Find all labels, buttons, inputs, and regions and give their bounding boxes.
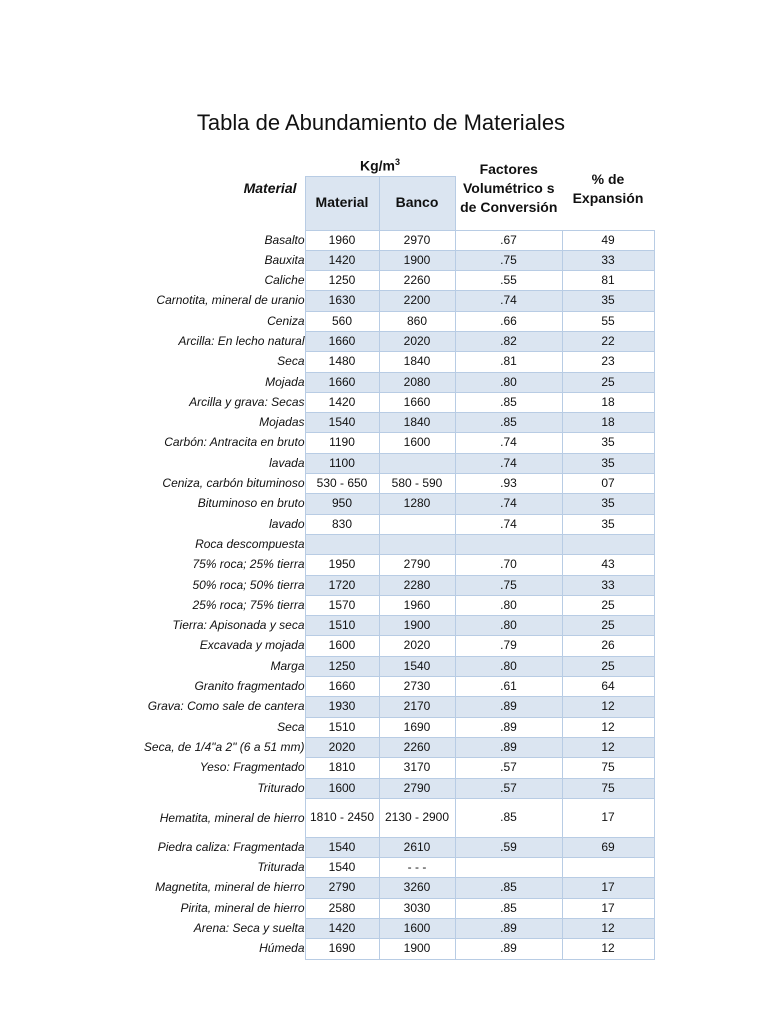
expansion-cell: 69 bbox=[562, 837, 654, 857]
material-value-cell: 1960 bbox=[305, 230, 379, 250]
banco-value-cell: 2200 bbox=[379, 291, 455, 311]
expansion-cell: 75 bbox=[562, 758, 654, 778]
material-value-cell: 1720 bbox=[305, 575, 379, 595]
table-row bbox=[127, 291, 654, 311]
factor-cell: .80 bbox=[455, 656, 562, 676]
expansion-cell: 17 bbox=[562, 798, 654, 837]
table-row bbox=[127, 697, 654, 717]
banco-value-cell: 2020 bbox=[379, 331, 455, 351]
materials-table bbox=[127, 148, 655, 960]
table-row bbox=[127, 778, 654, 798]
table-row bbox=[127, 758, 654, 778]
material-name-cell: Magnetita, mineral de hierro bbox=[155, 880, 305, 895]
material-name-cell: lavado bbox=[269, 516, 305, 531]
banco-value-cell: 2970 bbox=[379, 230, 455, 250]
material-name-cell: Excavada y mojada bbox=[199, 638, 305, 653]
factor-cell: .89 bbox=[455, 939, 562, 959]
expansion-cell: 33 bbox=[562, 575, 654, 595]
banco-value-cell: 1960 bbox=[379, 595, 455, 615]
material-value-cell: 1420 bbox=[305, 392, 379, 412]
expansion-cell: 25 bbox=[562, 656, 654, 676]
expansion-cell: 18 bbox=[562, 413, 654, 433]
factor-cell: .57 bbox=[455, 778, 562, 798]
material-name-cell: Seca bbox=[277, 719, 305, 734]
banco-value-cell bbox=[379, 534, 455, 554]
material-name-cell: Piedra caliza: Fragmentada bbox=[157, 839, 305, 854]
material-value-cell: 1810 - 2450 bbox=[305, 798, 379, 837]
material-value-cell: 530 - 650 bbox=[305, 474, 379, 494]
banco-value-cell: 860 bbox=[379, 311, 455, 331]
expansion-cell: 55 bbox=[562, 311, 654, 331]
banco-value-cell: 2170 bbox=[379, 697, 455, 717]
table-row bbox=[127, 677, 654, 697]
factor-cell: .74 bbox=[455, 514, 562, 534]
material-name-cell: 25% roca; 75% tierra bbox=[192, 597, 305, 612]
factor-cell bbox=[455, 534, 562, 554]
table-row bbox=[127, 798, 654, 837]
material-name-cell: Triturada bbox=[257, 860, 305, 875]
table-row bbox=[127, 311, 654, 331]
material-value-cell: 1420 bbox=[305, 919, 379, 939]
material-value-cell: 1420 bbox=[305, 250, 379, 270]
banco-value-cell: - - - bbox=[379, 858, 455, 878]
material-value-cell: 1810 bbox=[305, 758, 379, 778]
material-name-cell: Ceniza bbox=[267, 313, 305, 328]
material-value-cell: 2790 bbox=[305, 878, 379, 898]
expansion-cell: 33 bbox=[562, 250, 654, 270]
table-row bbox=[127, 575, 654, 595]
material-value-cell: 1660 bbox=[305, 677, 379, 697]
material-value-cell: 1930 bbox=[305, 697, 379, 717]
material-value-cell: 1600 bbox=[305, 778, 379, 798]
material-name-cell: Seca, de 1/4"a 2" (6 a 51 mm) bbox=[143, 739, 305, 754]
material-name-cell: Mojada bbox=[265, 374, 305, 389]
banco-value-cell: 1600 bbox=[379, 919, 455, 939]
expansion-cell: 17 bbox=[562, 898, 654, 918]
factor-cell: .89 bbox=[455, 697, 562, 717]
factor-cell: .66 bbox=[455, 311, 562, 331]
expansion-cell: 23 bbox=[562, 352, 654, 372]
table-row bbox=[127, 230, 654, 250]
banco-value-cell: 1840 bbox=[379, 352, 455, 372]
material-name-cell: Carnotita, mineral de uranio bbox=[156, 293, 305, 308]
expansion-cell: 35 bbox=[562, 291, 654, 311]
expansion-cell: 35 bbox=[562, 453, 654, 473]
banco-value-cell: 3030 bbox=[379, 898, 455, 918]
banco-value-cell: 2790 bbox=[379, 778, 455, 798]
table-row bbox=[127, 433, 654, 453]
material-name-cell: Triturado bbox=[257, 780, 305, 795]
table-row bbox=[127, 555, 654, 575]
table-row bbox=[127, 737, 654, 757]
table-row bbox=[127, 939, 654, 959]
factor-cell: .57 bbox=[455, 758, 562, 778]
factor-cell: .67 bbox=[455, 230, 562, 250]
factor-cell: .85 bbox=[455, 413, 562, 433]
material-name-cell: Carbón: Antracita en bruto bbox=[164, 435, 305, 450]
expansion-cell: 64 bbox=[562, 677, 654, 697]
banco-value-cell: 2260 bbox=[379, 271, 455, 291]
material-name-cell: Húmeda bbox=[259, 941, 305, 956]
material-value-cell: 1540 bbox=[305, 858, 379, 878]
header-col-banco: Banco bbox=[379, 176, 455, 230]
banco-value-cell: 2080 bbox=[379, 372, 455, 392]
factor-cell: .85 bbox=[455, 878, 562, 898]
table-row bbox=[127, 656, 654, 676]
expansion-cell: 43 bbox=[562, 555, 654, 575]
table-row bbox=[127, 474, 654, 494]
material-name-cell: Hematita, mineral de hierro bbox=[159, 810, 305, 825]
banco-value-cell bbox=[379, 453, 455, 473]
banco-value-cell: 2260 bbox=[379, 737, 455, 757]
expansion-cell: 12 bbox=[562, 717, 654, 737]
material-value-cell: 1480 bbox=[305, 352, 379, 372]
banco-value-cell: 1660 bbox=[379, 392, 455, 412]
banco-value-cell: 1280 bbox=[379, 494, 455, 514]
factor-cell: .59 bbox=[455, 837, 562, 857]
banco-value-cell: 2790 bbox=[379, 555, 455, 575]
table-row bbox=[127, 413, 654, 433]
expansion-cell: 22 bbox=[562, 331, 654, 351]
material-name-cell: Tierra: Apisonada y seca bbox=[172, 618, 305, 633]
material-name-cell: Bituminoso en bruto bbox=[197, 496, 305, 511]
material-value-cell: 1250 bbox=[305, 656, 379, 676]
factor-cell: .93 bbox=[455, 474, 562, 494]
factor-cell: .89 bbox=[455, 919, 562, 939]
material-name-cell: Arcilla y grava: Secas bbox=[189, 394, 305, 409]
factor-cell: .74 bbox=[455, 291, 562, 311]
material-value-cell: 1950 bbox=[305, 555, 379, 575]
factor-cell: .79 bbox=[455, 636, 562, 656]
expansion-cell: 35 bbox=[562, 494, 654, 514]
factor-cell: .82 bbox=[455, 331, 562, 351]
factor-cell: .61 bbox=[455, 677, 562, 697]
material-value-cell: 1190 bbox=[305, 433, 379, 453]
expansion-cell: 12 bbox=[562, 737, 654, 757]
material-name-cell: Arcilla: En lecho natural bbox=[178, 333, 305, 348]
factor-cell: .80 bbox=[455, 616, 562, 636]
material-value-cell: 1510 bbox=[305, 616, 379, 636]
expansion-cell: 81 bbox=[562, 271, 654, 291]
material-value-cell: 1660 bbox=[305, 331, 379, 351]
material-name-cell: Yeso: Fragmentado bbox=[199, 760, 305, 775]
expansion-cell: 35 bbox=[562, 433, 654, 453]
table-row bbox=[127, 514, 654, 534]
material-value-cell: 1100 bbox=[305, 453, 379, 473]
factor-cell: .85 bbox=[455, 392, 562, 412]
material-name-cell: Bauxita bbox=[264, 252, 305, 267]
expansion-cell: 12 bbox=[562, 939, 654, 959]
material-name-cell: 75% roca; 25% tierra bbox=[192, 557, 305, 572]
banco-value-cell: 1600 bbox=[379, 433, 455, 453]
factor-cell bbox=[455, 858, 562, 878]
banco-value-cell: 2280 bbox=[379, 575, 455, 595]
expansion-cell: 35 bbox=[562, 514, 654, 534]
table-row bbox=[127, 331, 654, 351]
factor-cell: .74 bbox=[455, 453, 562, 473]
material-name-cell: Granito fragmentado bbox=[194, 679, 305, 694]
factor-cell: .89 bbox=[455, 717, 562, 737]
expansion-cell: 49 bbox=[562, 230, 654, 250]
material-name-cell: Caliche bbox=[264, 273, 305, 288]
material-value-cell: 1510 bbox=[305, 717, 379, 737]
expansion-cell: 25 bbox=[562, 595, 654, 615]
page-title: Tabla de Abundamiento de Materiales bbox=[196, 110, 566, 135]
material-value-cell: 2580 bbox=[305, 898, 379, 918]
factor-cell: .74 bbox=[455, 433, 562, 453]
banco-value-cell: 2610 bbox=[379, 837, 455, 857]
table-row bbox=[127, 858, 654, 878]
expansion-cell: 12 bbox=[562, 697, 654, 717]
expansion-cell: 25 bbox=[562, 372, 654, 392]
expansion-cell: 75 bbox=[562, 778, 654, 798]
material-value-cell: 830 bbox=[305, 514, 379, 534]
material-value-cell: 1660 bbox=[305, 372, 379, 392]
factor-cell: .80 bbox=[455, 372, 562, 392]
expansion-cell: 25 bbox=[562, 616, 654, 636]
material-name-cell: Roca descompuesta bbox=[195, 536, 305, 551]
material-value-cell: 1540 bbox=[305, 837, 379, 857]
material-name-cell: Grava: Como sale de cantera bbox=[147, 699, 305, 714]
expansion-cell: 26 bbox=[562, 636, 654, 656]
banco-value-cell: 1540 bbox=[379, 656, 455, 676]
expansion-cell bbox=[562, 858, 654, 878]
banco-value-cell: 2020 bbox=[379, 636, 455, 656]
material-value-cell bbox=[305, 534, 379, 554]
header-material: Material bbox=[243, 180, 297, 197]
material-value-cell: 1250 bbox=[305, 271, 379, 291]
banco-value-cell bbox=[379, 514, 455, 534]
material-value-cell: 950 bbox=[305, 494, 379, 514]
banco-value-cell: 1900 bbox=[379, 616, 455, 636]
table-row bbox=[127, 494, 654, 514]
material-value-cell: 560 bbox=[305, 311, 379, 331]
header-expansion: % de Expansión bbox=[572, 170, 644, 206]
material-value-cell: 1690 bbox=[305, 939, 379, 959]
table-row bbox=[127, 453, 654, 473]
factor-cell: .89 bbox=[455, 737, 562, 757]
material-name-cell: 50% roca; 50% tierra bbox=[192, 577, 305, 592]
banco-value-cell: 580 - 590 bbox=[379, 474, 455, 494]
banco-value-cell: 1690 bbox=[379, 717, 455, 737]
expansion-cell: 12 bbox=[562, 919, 654, 939]
table-row bbox=[127, 717, 654, 737]
banco-value-cell: 2730 bbox=[379, 677, 455, 697]
factor-cell: .75 bbox=[455, 575, 562, 595]
table-row bbox=[127, 595, 654, 615]
table-row bbox=[127, 352, 654, 372]
table-row bbox=[127, 250, 654, 270]
material-name-cell: Arena: Seca y suelta bbox=[193, 921, 305, 935]
expansion-cell: 07 bbox=[562, 474, 654, 494]
banco-value-cell: 1840 bbox=[379, 413, 455, 433]
factor-cell: .85 bbox=[455, 798, 562, 837]
table-row bbox=[127, 919, 654, 939]
banco-value-cell: 3260 bbox=[379, 878, 455, 898]
factor-cell: .70 bbox=[455, 555, 562, 575]
factor-cell: .55 bbox=[455, 271, 562, 291]
factor-cell: .81 bbox=[455, 352, 562, 372]
material-name-cell: lavada bbox=[269, 455, 305, 470]
expansion-cell: 18 bbox=[562, 392, 654, 412]
table-row bbox=[127, 372, 654, 392]
material-name-cell: Seca bbox=[277, 354, 305, 369]
table-row bbox=[127, 271, 654, 291]
banco-value-cell: 3170 bbox=[379, 758, 455, 778]
banco-value-cell: 1900 bbox=[379, 939, 455, 959]
table-row bbox=[127, 392, 654, 412]
table-row bbox=[127, 636, 654, 656]
factor-cell: .80 bbox=[455, 595, 562, 615]
factor-cell: .75 bbox=[455, 250, 562, 270]
expansion-cell: 17 bbox=[562, 878, 654, 898]
material-value-cell: 1630 bbox=[305, 291, 379, 311]
material-name-cell: Pirita, mineral de hierro bbox=[180, 900, 305, 915]
factor-cell: .74 bbox=[455, 494, 562, 514]
banco-value-cell: 2130 - 2900 bbox=[379, 798, 455, 837]
material-value-cell: 1600 bbox=[305, 636, 379, 656]
header-kg-group: $Kg/m^3$ bbox=[359, 156, 400, 174]
banco-value-cell: 1900 bbox=[379, 250, 455, 270]
factor-cell: .85 bbox=[455, 898, 562, 918]
table-body bbox=[127, 230, 654, 959]
header-col-material: Material bbox=[305, 176, 379, 230]
table-row bbox=[127, 837, 654, 857]
material-name-cell: Basalto bbox=[264, 232, 305, 247]
header-factores: Factores Volumétrico s de Conversión bbox=[460, 161, 558, 216]
material-value-cell: 1540 bbox=[305, 413, 379, 433]
material-value-cell: 1570 bbox=[305, 595, 379, 615]
material-name-cell: Ceniza, carbón bituminoso bbox=[162, 476, 305, 491]
table-row bbox=[127, 534, 654, 554]
table-row bbox=[127, 898, 654, 918]
material-value-cell: 2020 bbox=[305, 737, 379, 757]
expansion-cell bbox=[562, 534, 654, 554]
table-row bbox=[127, 878, 654, 898]
table-row bbox=[127, 616, 654, 636]
material-name-cell: Marga bbox=[270, 658, 305, 673]
material-name-cell: Mojadas bbox=[259, 415, 305, 430]
